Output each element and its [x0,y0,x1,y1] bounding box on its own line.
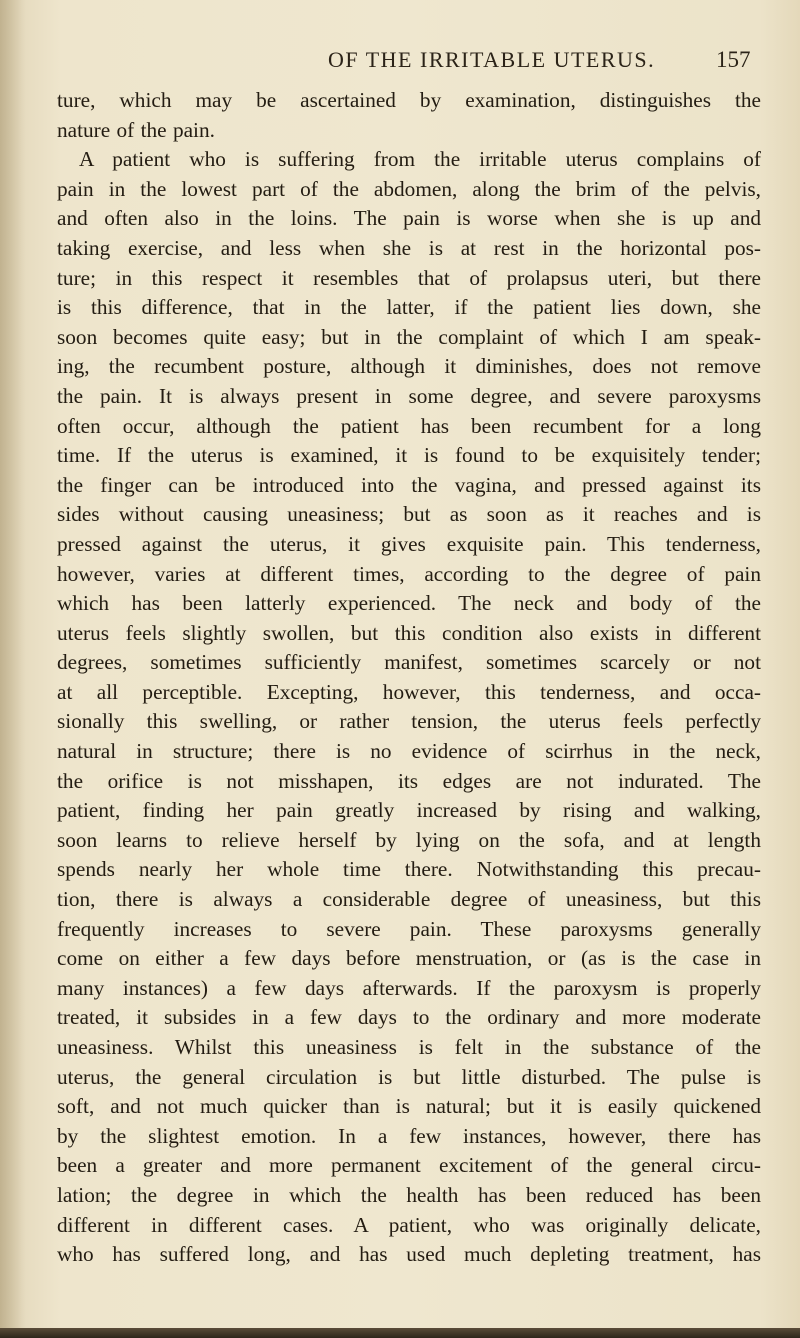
text-line: uneasiness. Whilst this uneasiness is felt in the substance of the [57,1035,761,1059]
text-line: spends nearly her whole time there. Notwithstanding this precau- [57,857,761,882]
text-line: frequently increases to severe pain. These paroxysms generally [57,916,761,941]
text-line: uterus feels slightly swollen, but this condition also exists in different [57,620,761,645]
text-line: taking exercise, and less when she is at rest in the horizontal pos- [57,235,761,260]
text-line: nature of the pain. [57,117,215,142]
text-line: time. If the uterus is examined, it is found to be exquisitely tender; [57,443,761,468]
text-line: and often also in the loins. The pain is worse when she is up and [57,206,761,231]
text-line: ture; in this respect it resembles that of prolapsus uteri, but there [57,265,761,290]
text-line: at all perceptible. Excepting, however, this tenderness, and occa- [57,679,761,704]
text-line: pain in the lowest part of the abdomen, along the brim of the pelvis, [57,176,761,201]
text-line: however, varies at different times, according to the degree of pain [57,561,761,586]
text-line: degrees, sometimes sufficiently manifest, sometimes scarcely or not [57,650,761,675]
text-line: ing, the recumbent posture, although it diminishes, does not remove [57,354,761,379]
text-line: the pain. It is always present in some degree, and severe paroxysms [57,383,761,408]
spine-shadow [0,0,26,1338]
text-line: lation; the degree in which the health has been reduced has been [57,1182,761,1207]
text-line: uterus, the general circulation is but little disturbed. The pulse is [57,1064,761,1089]
text-line: the finger can be introduced into the vagina, and pressed against its [57,472,761,497]
text-line: A patient who is suffering from the irritable uterus complains of [79,147,761,172]
body-text [57,86,761,1270]
text-line: sionally this swelling, or rather tension, the uterus feels perfectly [57,709,761,734]
text-line: treated, it subsides in a few days to the ordinary and more moderate [57,1005,761,1030]
text-line: different in different cases. A patient, who was originally delicate, [57,1212,761,1237]
running-head [0,47,800,77]
text-line: is this difference, that in the latter, if the patient lies down, she [57,295,761,320]
text-line: tion, there is always a considerable degree of uneasiness, but this [57,887,761,912]
text-line: soft, and not much quicker than is natural; but it is easily quickened [57,1094,761,1119]
text-line: pressed against the uterus, it gives exquisite pain. This tenderness, [57,531,761,556]
text-line: often occur, although the patient has been recumbent for a long [57,413,761,438]
text-line: who has suffered long, and has used much depleting treatment, has [57,1242,761,1267]
text-line: soon learns to relieve herself by lying on the sofa, and at length [57,827,761,852]
text-line: natural in structure; there is no evidence of scirrhus in the neck, [57,739,761,764]
text-line: by the slightest emotion. In a few instances, however, there has [57,1123,761,1148]
running-title: OF THE IRRITABLE UTERUS. [328,47,656,72]
text-line: soon becomes quite easy; but in the complaint of which I am speak- [57,324,761,349]
text-line: sides without causing uneasiness; but as soon as it reaches and is [57,502,761,527]
text-line: been a greater and more permanent excitement of the general circu- [57,1153,761,1178]
text-line: the orifice is not misshapen, its edges are not indurated. The [57,768,761,793]
text-line: come on either a few days before menstruation, or (as is the case in [57,946,761,971]
text-line: which has been latterly experienced. The neck and body of the [57,591,761,616]
text-line: ture, which may be ascertained by examination, distinguishes the [57,88,761,112]
page-number: 157 [716,47,751,72]
page-bottom-edge [0,1328,800,1338]
text-line: patient, finding her pain greatly increased by rising and walking, [57,798,761,823]
text-line: many instances) a few days afterwards. If the paroxysm is properly [57,975,761,1000]
